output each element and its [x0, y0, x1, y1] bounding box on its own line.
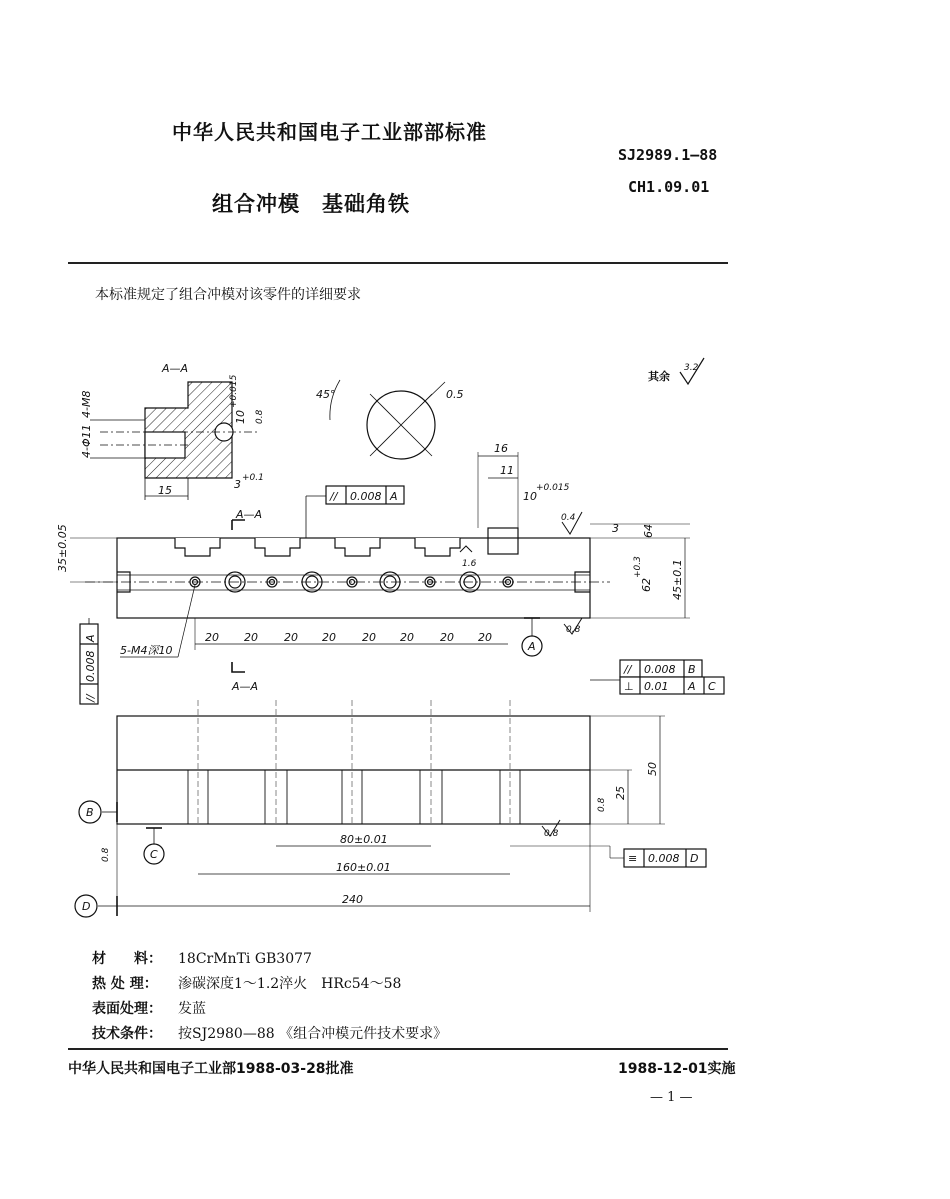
pitch-dim: 20 — [322, 631, 336, 644]
pitch-dim: 20 — [284, 631, 298, 644]
class-code: CH1.09.01 — [628, 178, 710, 196]
dim-45: 45±0.1 — [671, 559, 684, 600]
rough-04: 0.4 — [561, 513, 576, 523]
spec-value: 渗碳深度1～1.2淬火 HRc54～58 — [178, 976, 402, 992]
dim-25: 25 — [614, 786, 627, 800]
dim-62: 62 — [640, 578, 653, 592]
tol-perp-value: 0.01 — [644, 680, 669, 693]
spec-label: 材 料： — [92, 951, 162, 967]
dim-50: 50 — [646, 762, 659, 776]
dim-3: 3 — [612, 522, 619, 535]
tol-perp-datum1: A — [688, 680, 696, 693]
pitch-dim: 20 — [400, 631, 414, 644]
dim-240: 240 — [342, 893, 363, 906]
dim-64: 64 — [642, 524, 655, 538]
tol-right-datum: B — [688, 663, 696, 676]
datum-b: B — [86, 806, 94, 819]
spec-heat-treatment — [92, 973, 401, 993]
tol-sym-value: 0.008 — [648, 852, 680, 865]
rough-16: 1.6 — [462, 559, 477, 569]
tol-right-symbol: // — [624, 663, 632, 676]
pitch-dim: 20 — [478, 631, 492, 644]
datum-d: D — [82, 900, 91, 913]
pitch-dim: 20 — [244, 631, 258, 644]
standard-code: SJ2989.1—88 — [618, 146, 718, 164]
spec-value: 按SJ2980—88 《组合冲模元件技术要求》 — [178, 1026, 448, 1042]
dim-11: 11 — [500, 464, 514, 477]
rough-08e: 0.8 — [101, 847, 111, 862]
tol-perp-datum2: C — [708, 680, 716, 693]
tol-left-symbol: // — [84, 694, 97, 702]
page-number: — 1 — — [650, 1090, 693, 1105]
section-height-tol: +0.015 — [229, 374, 239, 408]
angle-dim: 45° — [316, 388, 336, 401]
effective-date: 1988-12-01实施 — [618, 1061, 736, 1077]
tol-perp-symbol: ⊥ — [624, 680, 634, 693]
document-title: 组合冲模 基础角铁 — [212, 192, 410, 216]
rough-08c: 0.8 — [597, 797, 607, 812]
spec-value: 18CrMnTi GB3077 — [178, 951, 312, 967]
dim-10: 10 — [523, 490, 537, 503]
roughness-rest-value: 3.2 — [684, 363, 699, 373]
datum-a: A — [528, 640, 536, 653]
tol-right-value: 0.008 — [644, 663, 676, 676]
dim-35: 35±0.05 — [56, 524, 69, 572]
rough-08d: 0.8 — [544, 829, 559, 839]
spec-label: 热 处 理： — [92, 976, 158, 992]
spec-value: 发蓝 — [178, 1001, 206, 1017]
spec-label: 技术条件： — [92, 1026, 162, 1042]
dim-10-tol: +0.015 — [536, 483, 570, 493]
pitch-dim: 20 — [362, 631, 376, 644]
section-width-dim: 15 — [158, 484, 172, 497]
section-depth-dim: 3 — [234, 478, 241, 491]
spec-label: 表面处理： — [92, 1001, 162, 1017]
spec-material — [92, 948, 312, 968]
intro-statement: 本标准规定了组合冲模对该零件的详细要求 — [95, 287, 361, 303]
tol-sym-symbol: ≡ — [628, 852, 638, 865]
tol-top-symbol: // — [330, 490, 338, 503]
technical-drawing — [0, 340, 950, 920]
dim-160: 160±0.01 — [336, 861, 391, 874]
section-label: A—A — [162, 362, 189, 375]
issuing-organization: 中华人民共和国电子工业部部标准 — [172, 120, 487, 144]
roughness-rest-label: 其余 — [648, 370, 670, 383]
tol-left-value: 0.008 — [84, 650, 97, 682]
datum-c: C — [150, 848, 158, 861]
tol-top-value: 0.008 — [350, 490, 382, 503]
tol-top-datum: A — [390, 490, 398, 503]
spec-surface — [92, 998, 206, 1018]
section-roughness: 0.8 — [255, 409, 265, 424]
dim-16: 16 — [494, 442, 508, 455]
rough-08b: 0.8 — [566, 625, 581, 635]
section-height-dim: 10 — [234, 410, 247, 424]
dim-62-tol: +0.3 — [633, 556, 643, 578]
dim-80: 80±0.01 — [340, 833, 388, 846]
header-divider — [68, 262, 728, 264]
cut-a-bottom: A—A — [232, 680, 259, 693]
hole-dim: 4-Φ11 — [80, 424, 93, 458]
thread-dim: 4-M8 — [80, 390, 93, 418]
tol-sym-datum: D — [690, 852, 699, 865]
section-depth-tol: +0.1 — [242, 473, 264, 483]
pitch-dim: 20 — [205, 631, 219, 644]
spec-technical — [92, 1023, 447, 1043]
approval-line: 中华人民共和国电子工业部1988-03-28批准 — [68, 1061, 354, 1077]
screw-note: 5-M4深10 — [120, 644, 173, 657]
pitch-dim: 20 — [440, 631, 454, 644]
chamfer-dim: 0.5 — [446, 388, 464, 401]
cut-a-top: A—A — [236, 508, 263, 521]
footer-divider — [68, 1048, 728, 1050]
tol-left-datum: A — [84, 634, 97, 642]
